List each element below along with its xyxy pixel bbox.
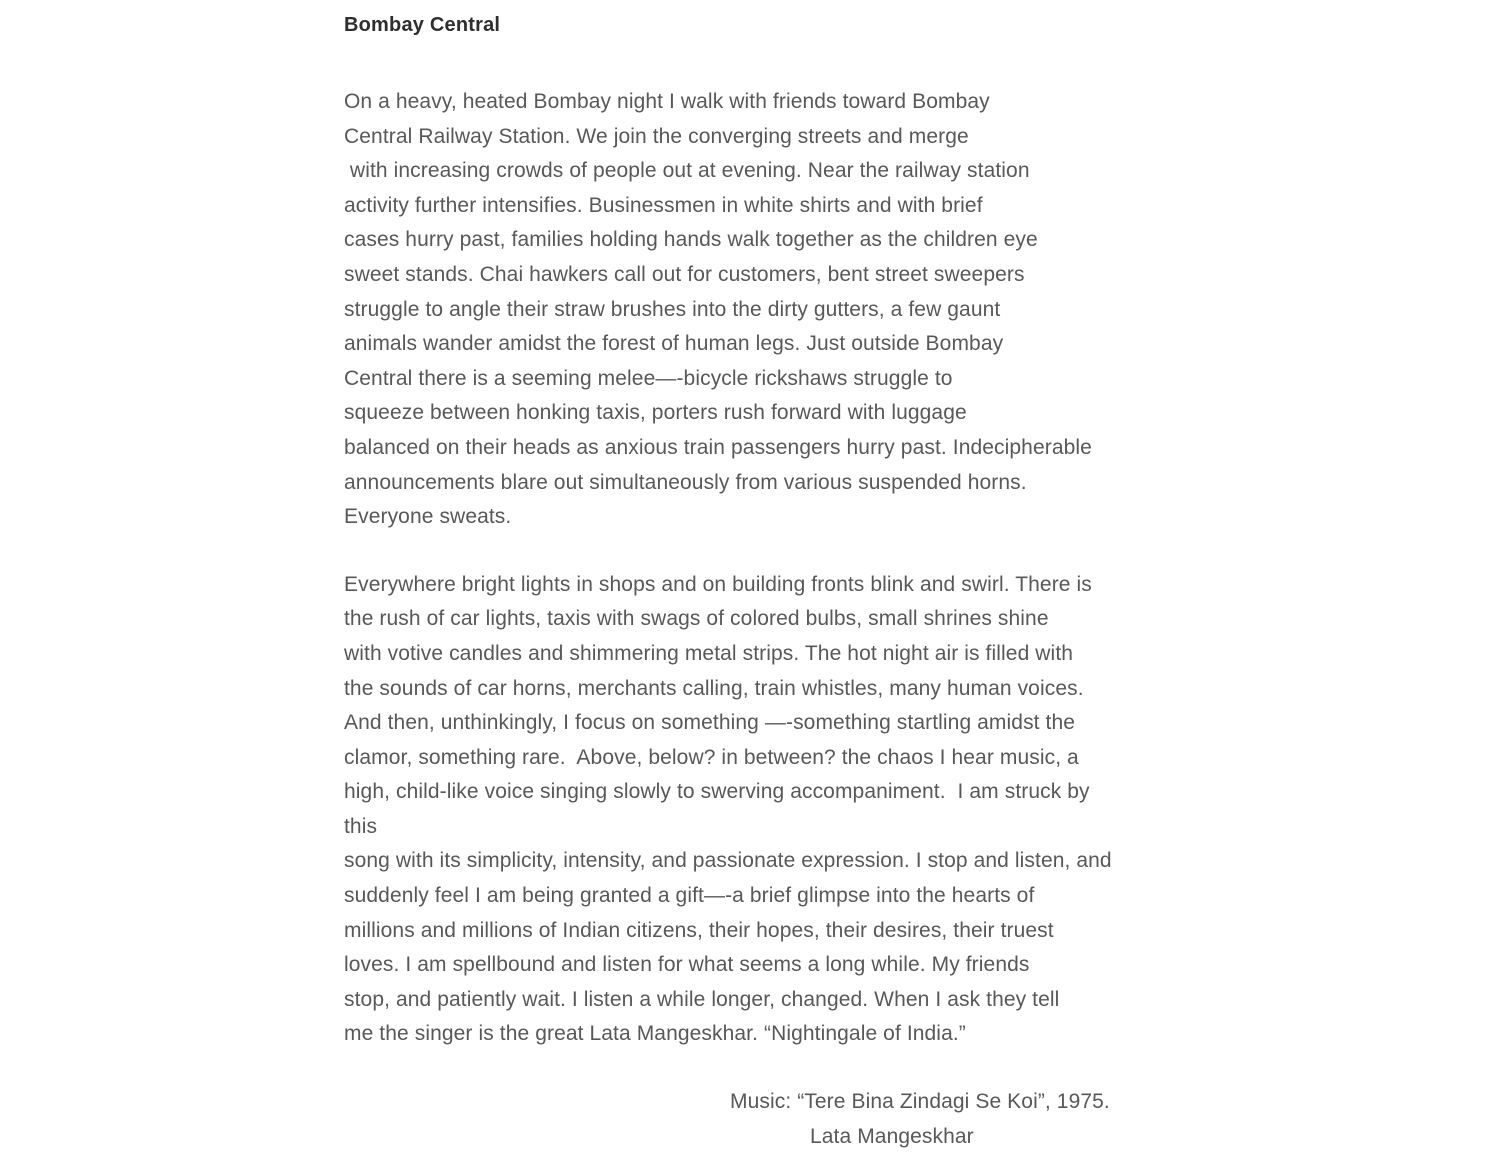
paragraph-line: me the singer is the great Lata Mangeskhar. “Nightingale of India.”	[344, 1022, 966, 1046]
paragraph-line: sweet stands. Chai hawkers call out for customers, bent street sweepers	[344, 262, 1025, 286]
paragraph-line: Central there is a seeming melee—-bicycle rickshaws struggle to	[344, 366, 953, 390]
paragraph-line: struggle to angle their straw brushes into the dirty gutters, a few gaunt	[344, 297, 1001, 321]
paragraph-line: with increasing crowds of people out at evening. Near the railway station	[344, 159, 1030, 183]
paragraph-line: Everyone sweats.	[344, 505, 512, 529]
paragraph-line: Everywhere bright lights in shops and on building fronts blink and swirl. There is	[344, 572, 1092, 596]
paragraph-line: activity further intensifies. Businessmen in white shirts and with brief	[344, 193, 983, 217]
paragraph-line: clamor, something rare. Above, below? in between? the chaos I hear music, a	[344, 745, 1079, 769]
attribution-song-line: Music: “Tere Bina Zindagi Se Koi”, 1975.	[730, 1090, 1110, 1114]
attribution-singer-line: Lata Mangeskhar	[810, 1124, 974, 1148]
paragraph-line: the rush of car lights, taxis with swags of colored bulbs, small shrines shine	[344, 607, 1049, 631]
paragraph-line: balanced on their heads as anxious train passengers hurry past. Indecipherable	[344, 435, 1092, 459]
paragraph-1	[344, 85, 1204, 535]
paragraph-2	[344, 568, 1204, 1052]
paragraph-line: song with its simplicity, intensity, and passionate expression. I stop and listen, and	[344, 849, 1112, 873]
paragraph-line: high, child-like voice singing slowly to swerving accompaniment. I am struck by	[344, 780, 1090, 804]
paragraph-line: cases hurry past, families holding hands walk together as the children eye	[344, 228, 1038, 252]
paragraph-line: suddenly feel I am being granted a gift—-a brief glimpse into the hearts of	[344, 884, 1035, 908]
paragraph-line: On a heavy, heated Bombay night I walk with friends toward Bombay	[344, 90, 990, 113]
paragraph-line: announcements blare out simultaneously from various suspended horns.	[344, 470, 1027, 494]
paragraph-line: And then, unthinkingly, I focus on something —-something startling amidst the	[344, 711, 1076, 735]
paragraph-line: this	[344, 814, 378, 838]
paragraph-line: squeeze between honking taxis, porters rush forward with luggage	[344, 401, 967, 425]
paragraph-line: animals wander amidst the forest of human legs. Just outside Bombay	[344, 332, 1004, 356]
document-title: Bombay Central	[344, 14, 501, 36]
paragraph-line: Central Railway Station. We join the converging streets and merge	[344, 124, 969, 148]
music-attribution	[344, 1085, 1204, 1154]
document-content	[344, 12, 1204, 1154]
paragraph-line: with votive candles and shimmering metal strips. The hot night air is filled with	[344, 641, 1074, 665]
paragraph-line: loves. I am spellbound and listen for what seems a long while. My friends	[344, 953, 1030, 977]
paragraph-line: stop, and patiently wait. I listen a while longer, changed. When I ask they tell	[344, 987, 1060, 1011]
paragraph-line: millions and millions of Indian citizens, their hopes, their desires, their truest	[344, 918, 1054, 942]
paragraph-line: the sounds of car horns, merchants calling, train whistles, many human voices.	[344, 676, 1084, 700]
